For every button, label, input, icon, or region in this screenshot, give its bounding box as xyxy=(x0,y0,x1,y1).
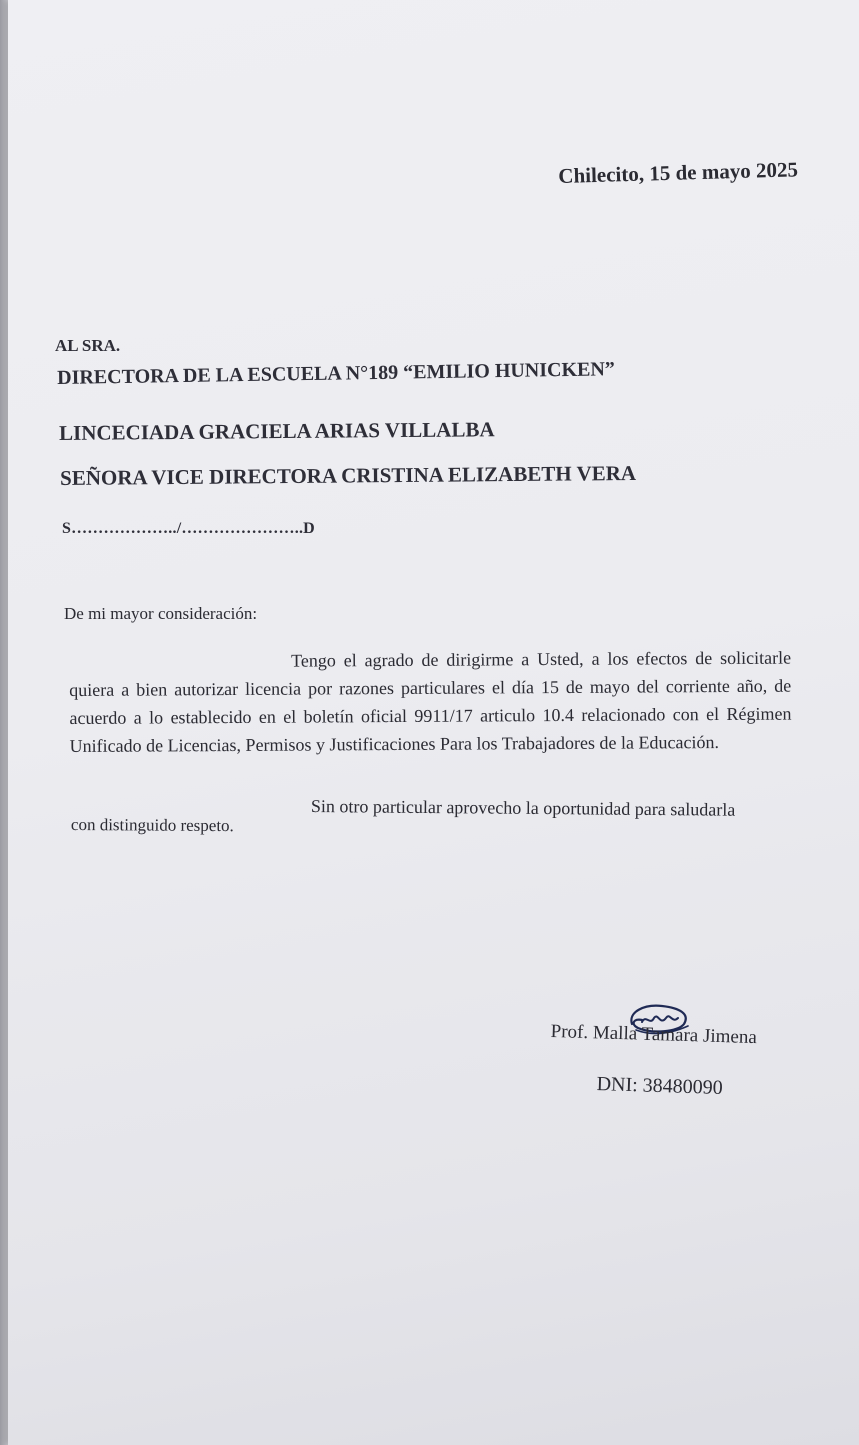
signer-name: Prof. Malla Tamara Jimena xyxy=(550,1021,758,1049)
addressee-director: DIRECTORA DE LA ESCUELA N°189 “EMILIO HUNICKEN” xyxy=(57,358,616,389)
addressee-sd-line: S………………../…………………..D xyxy=(62,520,315,537)
addressee-name: LINCECIADA GRACIELA ARIAS VILLALBA xyxy=(59,417,495,445)
greeting: De mi mayor consideración: xyxy=(64,604,258,623)
signer-dni: DNI: 38480090 xyxy=(596,1073,724,1099)
addressee-vice-director: SEÑORA VICE DIRECTORA CRISTINA ELIZABETH VERA xyxy=(60,460,637,490)
addressee-salutation: AL SRA. xyxy=(55,336,121,355)
closing-line: Sin otro particular aprovecho la oportunidad para saludarla xyxy=(310,796,736,820)
closing-line: con distinguido respeto. xyxy=(70,815,234,836)
place-date: Chilecito, 15 de mayo 2025 xyxy=(558,157,799,188)
body-paragraph: Tengo el agrado de dirigirme a Usted, a los efectos de solicitarle quiera a bien autorizar licencia por razones particulares el día 15 de mayo del corriente año, de acuerdo a lo establecido en el boletín oficial 9911/17 articulo 10.4 relacionado con el Régimen Unificado de Licencias, Permisos y Justificaciones Para los Trabajadores de la Educación. xyxy=(69,647,792,756)
